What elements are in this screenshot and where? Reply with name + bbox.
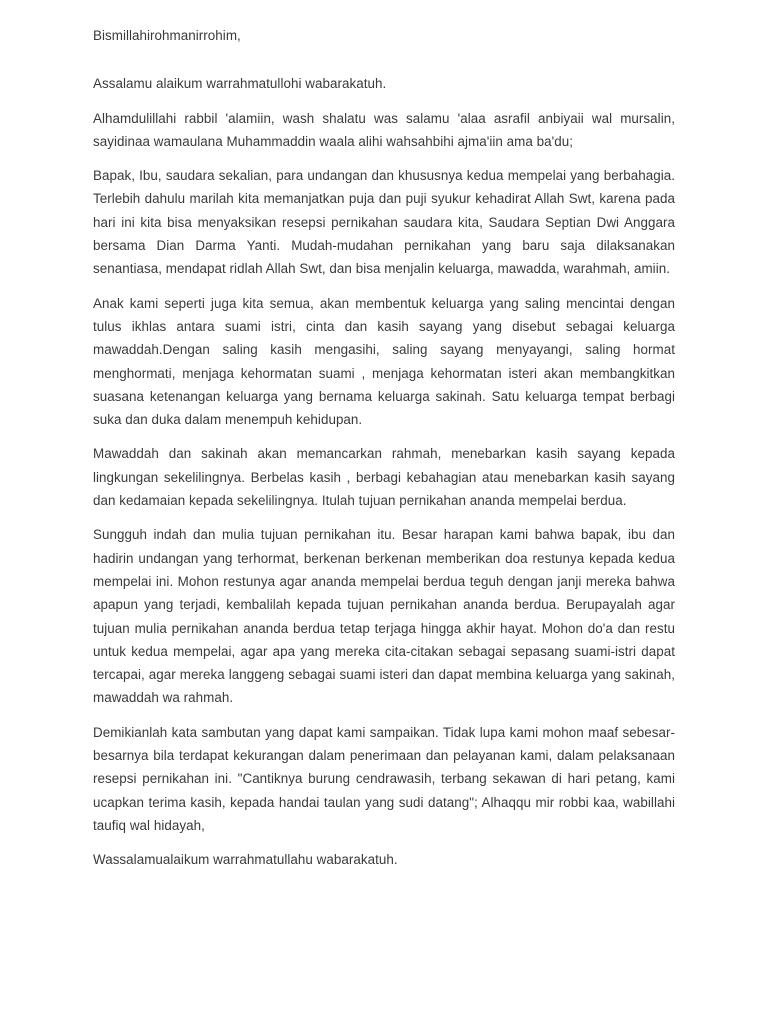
- paragraph-4: Mawaddah dan sakinah akan memancarkan rahmah, menebarkan kasih sayang kepada lingkungan sekelilingnya. Berbelas kasih , berbagi kebahagian atau menebarkan kasih sayang dan kedamaian kepada sekelilingnya. Itulah tujuan pernikahan ananda mempelai berdua.: [93, 446, 675, 509]
- paragraph-2: Bapak, Ibu, saudara sekalian, para undangan dan khususnya kedua mempelai yang berbahagia. Terlebih dahulu marilah kita memanjatkan puja dan puji syukur kehadirat Allah Swt, karena pada hari ini kita bisa menyaksikan resepsi pernikahan saudara kita, Saudara Septian Dwi Anggara bersama Dian Darma Yanti. Mudah-mudahan pernikahan yang baru saja dilaksanakan senantiasa, mendapat ridlah Allah Swt, dan bisa menjalin keluarga, mawadda, warahmah, amiin.: [93, 168, 675, 277]
- paragraph-3: Anak kami seperti juga kita semua, akan membentuk keluarga yang saling mencintai dengan tulus ikhlas antara suami istri, cinta dan kasih sayang yang disebut sebagai keluarga mawaddah.Dengan saling kasih mengasihi, saling sayang menyayangi, saling hormat menghormati, menjaga kehormatan suami , menjaga kehormatan isteri akan membangkitkan suasana ketenangan keluarga yang bernama keluarga sakinah. Satu keluarga tempat berbagi suka dan duka dalam menempuh kehidupan.: [93, 295, 675, 428]
- opening-line: Bismillahirohmanirrohim,: [93, 28, 241, 43]
- paragraph-6: Demikianlah kata sambutan yang dapat kami sampaikan. Tidak lupa kami mohon maaf sebesar-besarnya bila terdapat kekurangan dalam penerimaan dan pelayanan kami, dalam pelaksanaan resepsi pernikahan ini. "Cantiknya burung cendrawasih, terbang sekawan di hari petang, kami ucapkan terima kasih, kepada handai taulan yang sudi datang"; Alhaqqu mir robbi kaa, wabillahi taufiq wal hidayah,: [93, 724, 675, 833]
- document-body: [93, 24, 675, 872]
- closing-line: Wassalamualaikum warrahmatullahu wabarakatuh.: [93, 852, 398, 868]
- salam-line: Assalamu alaikum warrahmatullohi wabarakatuh.: [93, 76, 387, 92]
- paragraph-1: Alhamdulillahi rabbil 'alamiin, wash shalatu was salamu 'alaa asrafil anbiyaii wal mursalin, sayidinaa wamaulana Muhammaddin waala alihi wahsahbihi ajma'iin ama ba'du;: [93, 110, 675, 149]
- paragraph-5: Sungguh indah dan mulia tujuan pernikahan itu. Besar harapan kami bahwa bapak, ibu dan hadirin undangan yang terhormat, berkenan berkenan memberikan doa restunya kepada kedua mempelai ini. Mohon restunya agar ananda mempelai berdua teguh dengan janji mereka bahwa apapun yang terjadi, kembalilah kepada tujuan pernikahan ananda berdua. Berupayalah agar tujuan mulia pernikahan ananda berdua tetap terjaga hingga akhir hayat. Mohon do'a dan restu untuk kedua mempelai, agar apa yang mereka cita-citakan sebagai sepasang suami-istri dapat tercapai, agar mereka langgeng sebagai suami isteri dan dapat membina keluarga yang sakinah, mawaddah wa rahmah.: [93, 527, 675, 706]
